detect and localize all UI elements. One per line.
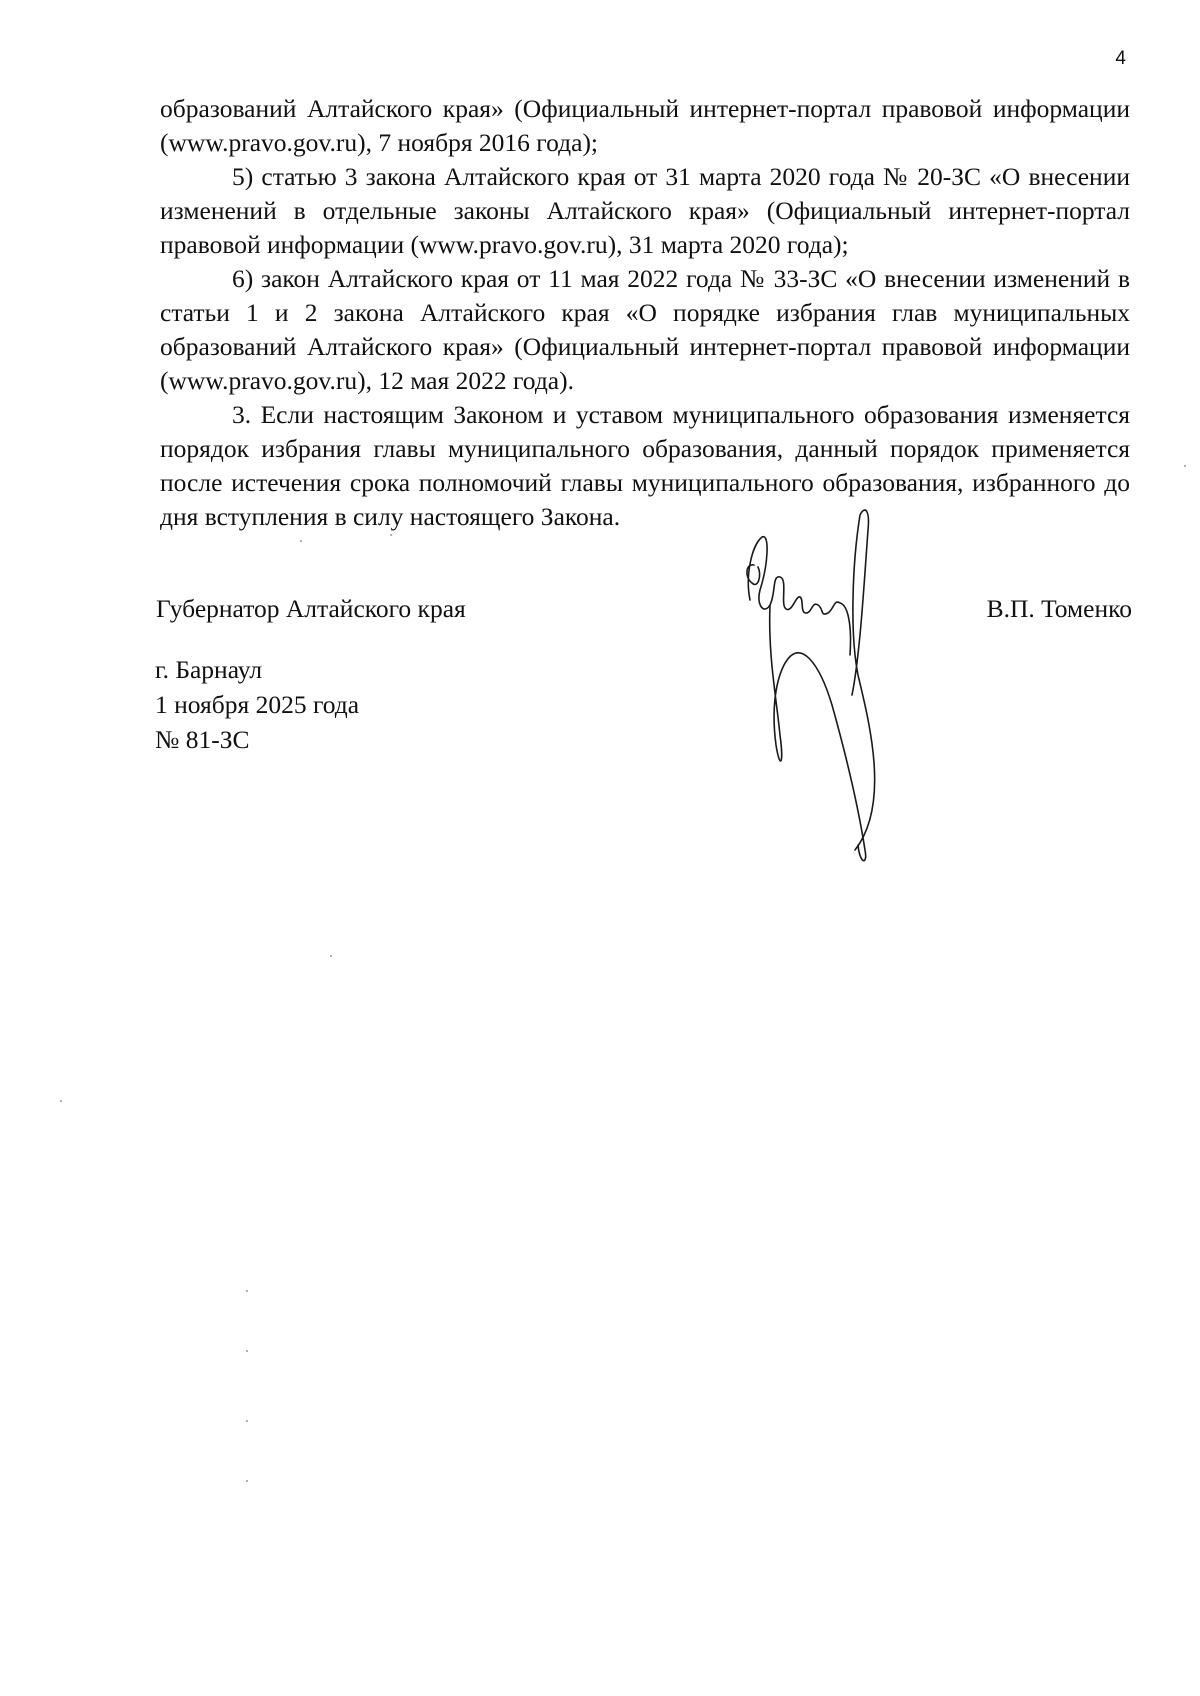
scan-speck [246, 1420, 248, 1422]
page-number: 4 [1115, 48, 1126, 69]
scan-speck [246, 1350, 248, 1352]
scan-speck [390, 534, 392, 536]
scan-speck [246, 1480, 248, 1482]
signature-block [156, 594, 1132, 634]
paragraph-section-3: 3. Если настоящим Законом и уставом муниципального образования изменяется порядок избрания главы муниципального образования, данный порядок применяется после истечения срока полномочий главы муниципального образования, избранного до дня вступления в силу настоящего Закона. [160, 400, 1130, 531]
paragraph-item-6: 6) закон Алтайского края от 11 мая 2022 года № 33-ЗС «О внесении изменений в статьи 1 и 2 закона Алтайского края «О порядке избрания глав муниципальных образований Алтайского края» (Официальный интернет-портал правовой информации (www.pravo.gov.ru), 12 мая 2022 года). [160, 264, 1130, 395]
paragraph-item-5: 5) статью 3 закона Алтайского края от 31 марта 2020 года № 20-ЗС «О внесении изменений в отдельные законы Алтайского края» (Официальный интернет-портал правовой информации (www.pravo.gov.ru), 31 марта 2020 года); [160, 162, 1130, 259]
governor-name: В.П. Томенко [986, 594, 1132, 623]
scan-speck [60, 1100, 62, 1102]
paragraph-continuation: образований Алтайского края» (Официальный интернет-портал правовой информации (www.pravo.gov.ru), 7 ноября 2016 года); [160, 94, 1130, 157]
scan-speck [330, 955, 332, 957]
date: 1 ноября 2025 года [155, 690, 360, 719]
document-meta [155, 652, 359, 757]
document-body [160, 92, 1130, 534]
governor-title: Губернатор Алтайского края [156, 594, 466, 623]
scan-speck [300, 540, 302, 542]
scan-speck [1184, 465, 1186, 467]
scan-speck [246, 1290, 248, 1292]
handwritten-signature [740, 505, 940, 925]
law-number: № 81-ЗС [155, 725, 250, 754]
city: г. Барнаул [155, 655, 263, 684]
